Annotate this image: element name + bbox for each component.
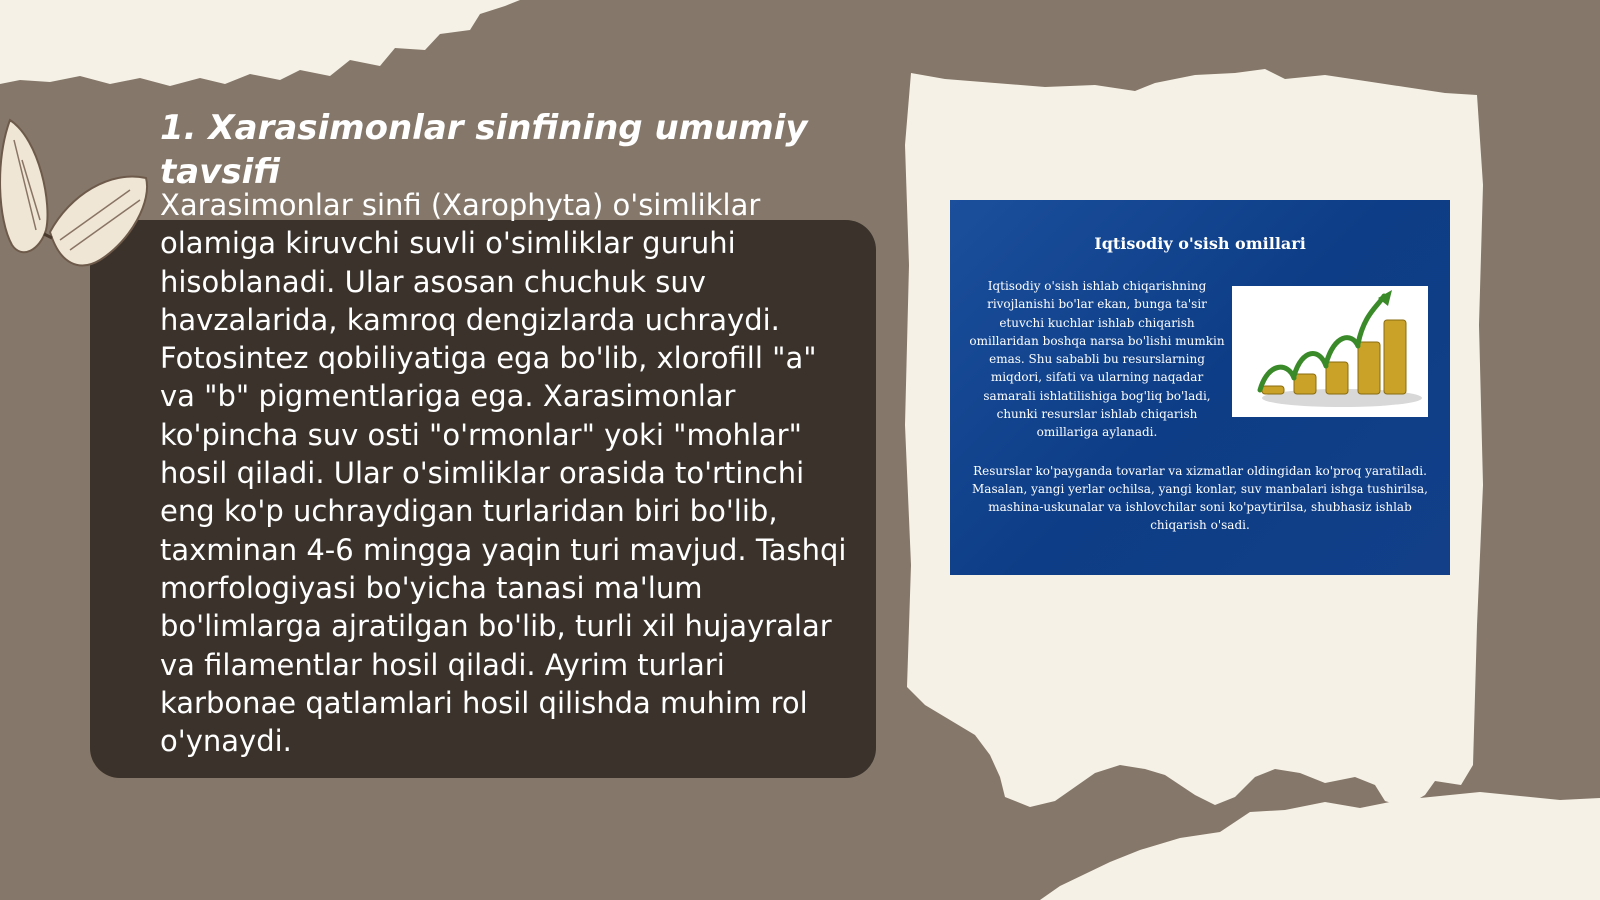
page-title: 1. Xarasimonlar sinfining umumiy tavsifi: [160, 108, 808, 192]
butterfly-icon: [0, 100, 160, 290]
slide-image: [1232, 286, 1428, 417]
torn-paper-top: [0, 0, 520, 100]
slide-paragraph-1: Iqtisodiy o'sish ishlab chiqarishning rivojlanishi bo'lar ekan, bunga ta'sir etuvchi kuchlar ishlab chiqarish omillaridan boshqa narsa bo'lishi mumkin emas. Shu sababli bu resurslarning miqdori, sifati va ularning naqadar samarali ishlatilishiga bog'liq bo'ladi, chunki resurslar ishlab chiqarish omillariga aylanadi.: [969, 279, 1225, 440]
body-text: Xarasimonlar sinfi (Xarophyta) o'simliklar olamiga kiruvchi suvli o'simliklar guruhi hisoblanadi. Ular asosan chuchuk suv havzalarida, kamroq dengizlarda uchraydi. Fotosintez qobiliyatiga ega bo'lib, xlorofill "a" va "b" pigmentlariga ega. Xarasimonlar ko'pincha suv osti "o'rmonlar" yoki "mohlar" hosil qiladi. Ular o'simliklar orasida to'rtinchi eng ko'p uchraydigan turlaridan biri bo'lib, taxminan 4-6 mingga yaqin turi mavjud. Tashqi morfologiyasi bo'yicha tanasi ma'lum bo'limlarga ajratilgan bo'lib, turli xil hujayralar va filamentlar hosil qiladi. Ayrim turlari karbonae qatlamlari hosil qilishda muhim rol o'ynaydi.: [160, 188, 847, 759]
slide-paragraph-2: Resurslar ko'payganda tovarlar va xizmatlar oldingidan ko'proq yaratiladi. Masalan, yangi yerlar ochilsa, yangi konlar, suv manbalari ishga tushirilsa, mashina-uskunalar va ishlovchilar soni ko'paytirilsa, shubhasiz ishlab chiqarish o'sadi.: [972, 464, 1428, 532]
slide-title: Iqtisodiy o'sish omillari: [1094, 234, 1306, 253]
growing-coin-stacks-icon: [1232, 286, 1428, 417]
embedded-slide: [950, 200, 1450, 575]
